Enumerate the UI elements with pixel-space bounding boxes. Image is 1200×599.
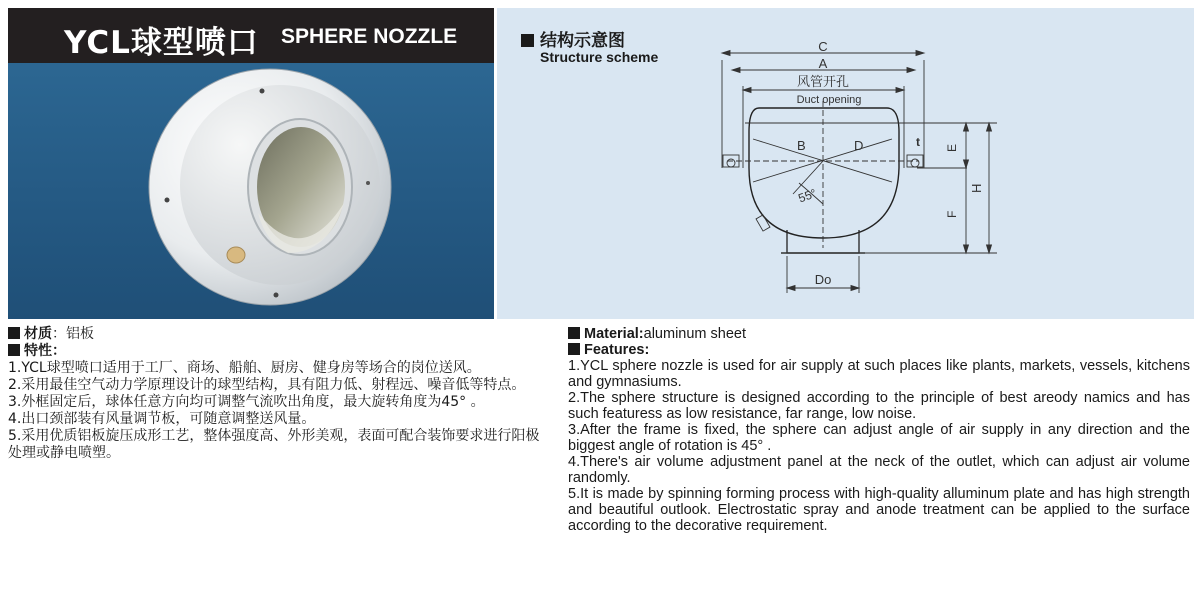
bolt-left-icon [727,159,735,167]
title-chinese: YCL球型喷口 [64,25,259,61]
feature-item-en: 3.After the frame is fixed, the sphere can adjust angle of air supply in any direction and the biggest angle of rotation is 45° . [568,422,1190,454]
label-duct-cn: 风管开孔 [796,75,850,90]
damper-handle [756,215,770,231]
label-t: t [916,135,920,149]
feature-item-cn: 3.外框固定后，球体任意方向均可调整气流吹出角度，最大旋转角度为45° 。 [8,394,485,410]
scheme-title-cn-text: 结构示意图 [540,31,625,51]
label-f: F [945,210,959,218]
square-bullet-icon [568,343,580,355]
feature-item-cn: 4.出口颈部装有风量调节板，可随意调整送风量。 [8,411,316,427]
square-bullet-icon [8,344,20,356]
label-b: B [797,138,806,153]
square-bullet-icon [8,327,20,339]
label-a: A [818,56,828,71]
feature-item-en: 5.It is made by spinning forming process with high-quality alluminum plate and has high strength and beautiful outlook. Electrostatic spray and anode treatment can be applied to the surface according to the decorative requirement. [568,486,1190,534]
product-photo-panel [8,8,494,319]
title-bar [8,8,494,63]
feature-item-cn: 2.采用最佳空气动力学原理设计的球型结构，具有阻力低、射程远、噪音低等特点。 [8,377,526,393]
label-d: D [854,138,864,153]
feature-item-cn: 5.采用优质铝板旋压成形工艺，整体强度高、外形美观，表面可配合装饰要求进行阳极处理或静电喷塑。 [8,428,540,461]
title-english: SPHERE NOZZLE [281,25,458,48]
material-row-en [568,326,1190,342]
label-e: E [945,143,959,152]
feature-item-cn: 1.YCL球型喷口适用于工厂、商场、船舶、厨房、健身房等场合的岗位送风。 [8,360,481,376]
label-do: Do [814,272,832,287]
features-label-cn: 特性： [24,343,66,359]
structure-drawing [497,8,1194,319]
feature-item-en: 4.There's air volume adjustment panel at the neck of the outlet, which can adjust air volume randomly. [568,454,1190,486]
feature-item-en: 1.YCL sphere nozzle is used for air supply at such places like plants, markets, vessels, kitchens and gymnasiums. [568,358,1190,390]
features-label-en: Features: [584,342,650,358]
label-h: H [969,183,984,193]
english-description [568,326,1190,534]
feature-item-en: 2.The sphere structure is designed according to the principle of best areody namics and has such featuress as low resistance, far range, low noise. [568,390,1190,422]
features-row-cn [8,343,548,360]
material-value-cn: ：铝板 [52,326,94,342]
bolt-right-icon [911,159,919,167]
sphere-nozzle-photo [8,63,494,319]
material-label-en: Material: [584,326,644,342]
chinese-description [8,326,548,462]
material-label-cn: 材质 [24,326,52,342]
material-value-en: aluminum sheet [643,326,746,342]
label-c: C [818,39,828,54]
features-row-en [568,342,1190,358]
label-angle: 55° [796,186,819,206]
material-row-cn [8,326,548,343]
square-bullet-icon [568,327,580,339]
label-duct-en: Duct opening [796,94,862,106]
scheme-title-english: Structure scheme [540,49,659,65]
structure-scheme-panel [497,8,1194,319]
sphere-body [749,108,899,238]
